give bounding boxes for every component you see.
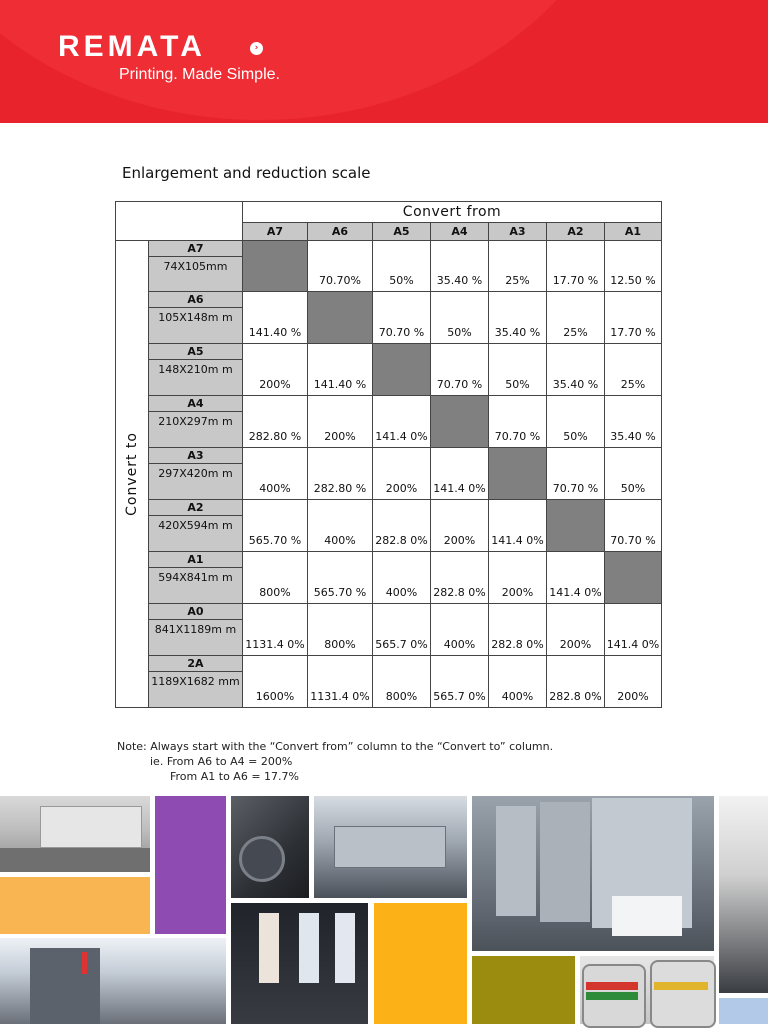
table-row [116, 604, 662, 656]
scale-value-cell: 282.8 0% [489, 604, 547, 656]
shaded-cell [373, 344, 431, 396]
scale-value-cell: 282.80 % [308, 448, 373, 500]
shaded-cell [489, 448, 547, 500]
light-blue-block [719, 998, 768, 1024]
scale-value-cell: 141.4 0% [373, 396, 431, 448]
press-line-photo [472, 796, 714, 951]
orange-block [0, 877, 150, 934]
note-line-1: Note: Always start with the “Convert from” column to the “Convert to” column. [117, 740, 554, 753]
page-title: Enlargement and reduction scale [122, 164, 371, 182]
table-row [116, 344, 662, 396]
row-size-dimensions: 297X420m m [158, 467, 233, 480]
scale-value-cell: 141.40 % [243, 292, 308, 344]
table-row [116, 241, 662, 292]
table-row [116, 500, 662, 552]
row-size-name: A3 [149, 448, 242, 464]
paper-stack-photo [719, 796, 768, 993]
scale-value-cell: 282.8 0% [373, 500, 431, 552]
scale-value-cell: 50% [373, 241, 431, 292]
row-header-a4 [149, 396, 243, 448]
row-header-a2 [149, 500, 243, 552]
table-row [116, 448, 662, 500]
scale-value-cell: 282.8 0% [547, 656, 605, 708]
scale-value-cell: 200% [373, 448, 431, 500]
row-size-dimensions: 1189X1682 mm [151, 675, 240, 688]
scale-value-cell: 70.70 % [373, 292, 431, 344]
row-header-a0 [149, 604, 243, 656]
scale-value-cell: 200% [308, 396, 373, 448]
scale-value-cell: 50% [605, 448, 662, 500]
scale-value-cell: 12.50 % [605, 241, 662, 292]
column-header-a6: A6 [308, 223, 373, 241]
scale-value-cell: 141.4 0% [605, 604, 662, 656]
row-size-dimensions: 210X297m m [158, 415, 233, 428]
shaded-cell [605, 552, 662, 604]
scale-value-cell: 200% [489, 552, 547, 604]
scale-value-cell: 25% [605, 344, 662, 396]
scale-value-cell: 50% [547, 396, 605, 448]
column-header-a1: A1 [605, 223, 662, 241]
scale-value-cell: 565.70 % [308, 552, 373, 604]
shaded-cell [431, 396, 489, 448]
note-line-2: ie. From A6 to A4 = 200% [150, 755, 293, 768]
row-size-name: 2A [149, 656, 242, 672]
convert-to-text: Convert to [124, 432, 140, 516]
row-size-dimensions: 148X210m m [158, 363, 233, 376]
row-size-dimensions: 594X841m m [158, 571, 233, 584]
row-size-name: A1 [149, 552, 242, 568]
row-header-a5 [149, 344, 243, 396]
row-size-name: A5 [149, 344, 242, 360]
row-size-name: A6 [149, 292, 242, 308]
scale-value-cell: 800% [308, 604, 373, 656]
logo-arrow-icon: › [250, 42, 263, 55]
scale-value-cell: 141.4 0% [489, 500, 547, 552]
scale-value-cell: 800% [373, 656, 431, 708]
shaded-cell [243, 241, 308, 292]
scale-value-cell: 141.4 0% [431, 448, 489, 500]
scale-value-cell: 141.4 0% [547, 552, 605, 604]
scale-value-cell: 17.70 % [547, 241, 605, 292]
table-row [116, 552, 662, 604]
scale-value-cell: 400% [431, 604, 489, 656]
scale-value-cell: 800% [243, 552, 308, 604]
scale-value-cell: 25% [489, 241, 547, 292]
scale-value-cell: 1600% [243, 656, 308, 708]
scale-value-cell: 35.40 % [605, 396, 662, 448]
scale-value-cell: 282.8 0% [431, 552, 489, 604]
ink-cartridges-photo [231, 903, 368, 1024]
column-header-a4: A4 [431, 223, 489, 241]
row-size-dimensions: 74X105mm [163, 260, 228, 273]
table-row [116, 396, 662, 448]
scale-value-cell: 70.70 % [547, 448, 605, 500]
shaded-cell [547, 500, 605, 552]
printer-photo-1 [0, 796, 150, 872]
row-header-a7 [149, 241, 243, 292]
table-corner [116, 202, 243, 241]
row-size-name: A4 [149, 396, 242, 412]
scale-value-cell: 1131.4 0% [308, 656, 373, 708]
column-header-a5: A5 [373, 223, 431, 241]
table-row [116, 656, 662, 708]
scale-value-cell: 200% [243, 344, 308, 396]
row-size-name: A2 [149, 500, 242, 516]
scale-value-cell: 35.40 % [431, 241, 489, 292]
press-photo-1 [231, 796, 309, 898]
row-size-name: A7 [149, 241, 242, 257]
scale-table [115, 201, 662, 708]
row-header-a3 [149, 448, 243, 500]
press-photo-2 [314, 796, 467, 898]
scale-value-cell: 141.40 % [308, 344, 373, 396]
scale-value-cell: 70.70 % [431, 344, 489, 396]
column-header-a7: A7 [243, 223, 308, 241]
printer-photo-2 [0, 938, 226, 1024]
scale-value-cell: 70.70% [308, 241, 373, 292]
scale-value-cell: 200% [431, 500, 489, 552]
scale-value-cell: 200% [605, 656, 662, 708]
column-header-a3: A3 [489, 223, 547, 241]
purple-block [155, 796, 226, 934]
header-banner [0, 0, 768, 123]
convert-to-label [116, 241, 149, 708]
olive-block [472, 956, 575, 1024]
column-header-a2: A2 [547, 223, 605, 241]
row-size-dimensions: 841X1189m m [154, 623, 237, 636]
scale-value-cell: 400% [243, 448, 308, 500]
remata-logo: REMATA [58, 30, 206, 63]
convert-from-header: Convert from [243, 202, 662, 223]
row-size-name: A0 [149, 604, 242, 620]
row-size-dimensions: 105X148m m [158, 311, 233, 324]
scale-value-cell: 400% [373, 552, 431, 604]
scale-value-cell: 565.7 0% [431, 656, 489, 708]
scale-value-cell: 282.80 % [243, 396, 308, 448]
scale-value-cell: 565.70 % [243, 500, 308, 552]
scale-value-cell: 400% [308, 500, 373, 552]
note-line-3: From A1 to A6 = 17.7% [170, 770, 299, 783]
scale-value-cell: 400% [489, 656, 547, 708]
scale-value-cell: 17.70 % [605, 292, 662, 344]
photo-collage [0, 796, 768, 1024]
scale-value-cell: 35.40 % [547, 344, 605, 396]
scale-value-cell: 1131.4 0% [243, 604, 308, 656]
scale-value-cell: 50% [489, 344, 547, 396]
shaded-cell [308, 292, 373, 344]
scale-value-cell: 70.70 % [489, 396, 547, 448]
row-size-dimensions: 420X594m m [158, 519, 233, 532]
ink-tins-photo [580, 956, 714, 1024]
scale-value-cell: 50% [431, 292, 489, 344]
row-header-2a [149, 656, 243, 708]
table-row [116, 292, 662, 344]
scale-value-cell: 200% [547, 604, 605, 656]
row-header-a6 [149, 292, 243, 344]
row-header-a1 [149, 552, 243, 604]
scale-value-cell: 35.40 % [489, 292, 547, 344]
note [117, 739, 553, 784]
amber-block [374, 903, 467, 1024]
scale-value-cell: 70.70 % [605, 500, 662, 552]
tagline: Printing. Made Simple. [119, 66, 280, 83]
scale-value-cell: 565.7 0% [373, 604, 431, 656]
scale-value-cell: 25% [547, 292, 605, 344]
